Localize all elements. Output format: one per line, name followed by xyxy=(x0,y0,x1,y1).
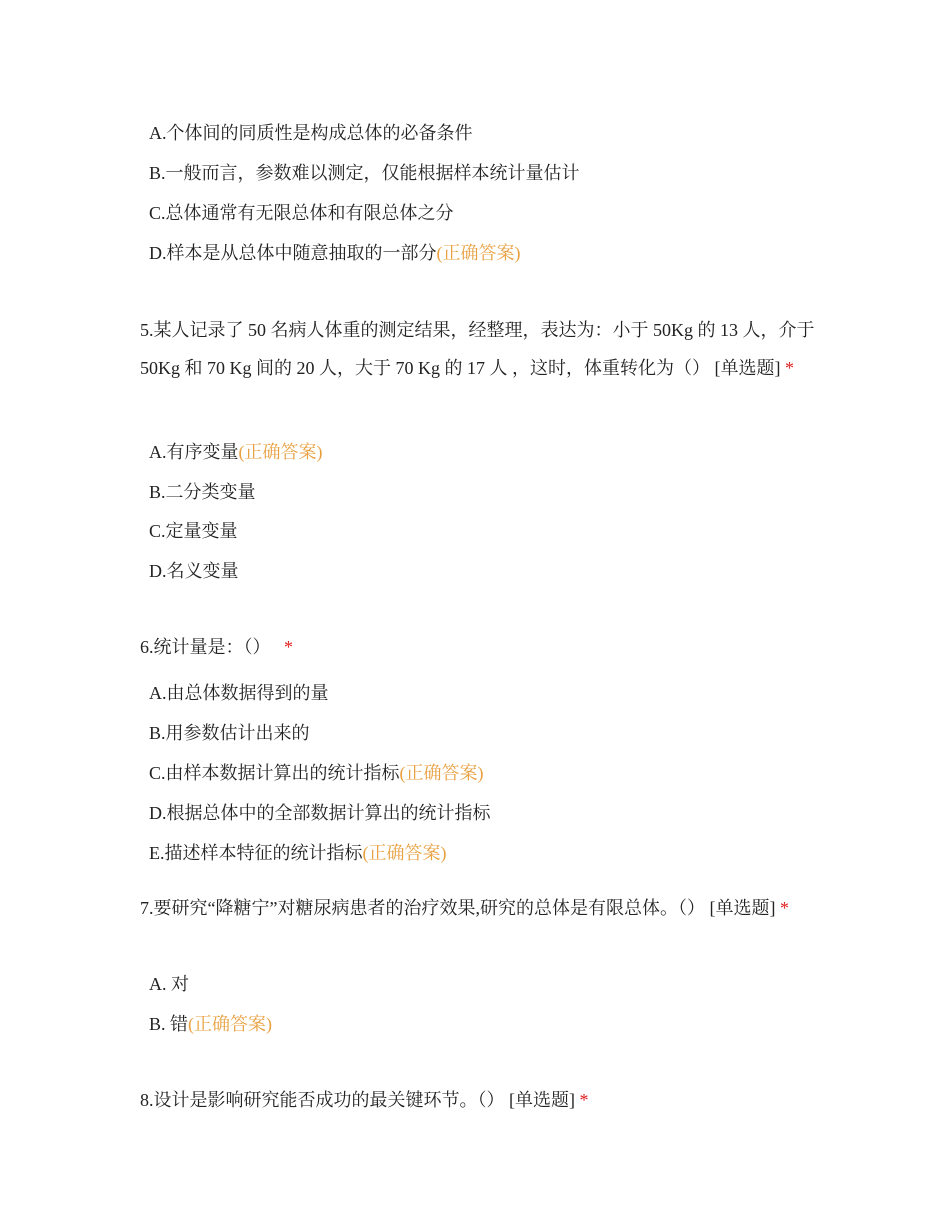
q4-option-c[interactable]: C.总体通常有无限总体和有限总体之分 xyxy=(149,203,454,223)
q4-option-a[interactable]: A.个体间的同质性是构成总体的必备条件 xyxy=(149,123,473,143)
required-mark: * xyxy=(779,898,789,918)
correct-answer-tag: (正确答案) xyxy=(238,442,323,462)
required-mark: * xyxy=(579,1090,589,1110)
required-mark: * xyxy=(784,358,794,378)
correct-answer-tag: (正确答案) xyxy=(362,843,447,863)
q6-option-e[interactable]: E.描述样本特征的统计指标(正确答案) xyxy=(149,843,447,863)
q6-option-a[interactable]: A.由总体数据得到的量 xyxy=(149,683,329,703)
correct-answer-tag: (正确答案) xyxy=(399,763,484,783)
q4-option-b[interactable]: B.一般而言，参数难以测定，仅能根据样本统计量估计 xyxy=(149,163,580,183)
correct-answer-tag: (正确答案) xyxy=(436,243,521,263)
correct-answer-tag: (正确答案) xyxy=(188,1014,273,1034)
question-5-title: 5.某人记录了 50 名病人体重的测定结果，经整理，表达为：小于 50Kg 的 13 人，介于 50Kg 和 70 Kg 间的 20 人，大于 70 Kg 的 17 人 ，这时，体重转化为（） [单选题] * xyxy=(140,320,815,378)
q5-option-a[interactable]: A.有序变量(正确答案) xyxy=(149,442,323,462)
q5-option-c[interactable]: C.定量变量 xyxy=(149,521,238,541)
question-8-title: 8.设计是影响研究能否成功的最关键环节。（） [单选题] * xyxy=(140,1090,589,1110)
q7-option-a[interactable]: A. 对 xyxy=(149,974,189,994)
q6-option-c[interactable]: C.由样本数据计算出的统计指标(正确答案) xyxy=(149,763,484,783)
q4-option-d[interactable]: D.样本是从总体中随意抽取的一部分(正确答案) xyxy=(149,243,521,263)
q5-option-d[interactable]: D.名义变量 xyxy=(149,561,239,581)
required-mark: * xyxy=(284,637,293,657)
q6-option-d[interactable]: D.根据总体中的全部数据计算出的统计指标 xyxy=(149,803,491,823)
question-7-title: 7.要研究“降糖宁”对糖尿病患者的治疗效果,研究的总体是有限总体。（） [单选题] * xyxy=(140,898,789,918)
q5-option-b[interactable]: B.二分类变量 xyxy=(149,482,256,502)
q7-option-b[interactable]: B. 错(正确答案) xyxy=(149,1014,273,1034)
question-6-title: 6.统计量是：（） * xyxy=(140,637,293,657)
q6-option-b[interactable]: B.用参数估计出来的 xyxy=(149,723,310,743)
